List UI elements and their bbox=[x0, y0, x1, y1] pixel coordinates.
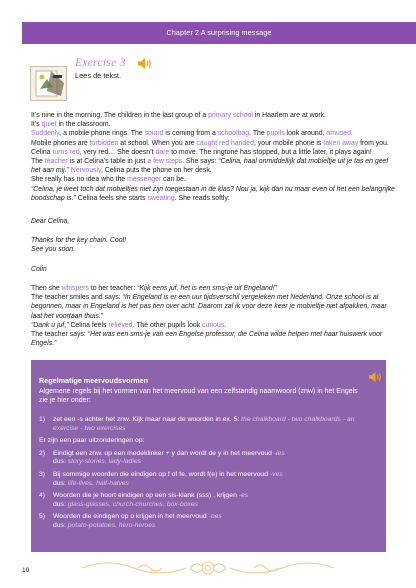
grammar-intro: Algemene regels bij het vormen van het meervoud van een zelfstandig naamwoord (znw) in het Engels zie je hier onder: bbox=[39, 388, 358, 404]
dus-label: dus: bbox=[53, 500, 68, 508]
rule-number: 5) bbox=[39, 513, 46, 521]
rule-text: Bij sommige woorden die eindigen op f of fe, wordt f(e) in het meervoud bbox=[53, 470, 270, 478]
dus-examples: glass-glasses, church-churches, box-boxes bbox=[67, 500, 199, 508]
text-run: , a mobile phone rings. The bbox=[59, 130, 145, 138]
rule-text: Eindigt een znw. op een medeklinker + y dan wordt de y in het meervoud bbox=[53, 449, 274, 457]
text-run: Then she bbox=[31, 285, 62, 292]
vocab-word: Suddenly bbox=[31, 130, 60, 138]
chapter-title: Chapter 2 A surprising message bbox=[166, 28, 272, 37]
text-run: Celina feels bbox=[68, 321, 109, 329]
story-paragraph bbox=[31, 129, 399, 138]
text-run: is at Celina’s table in just bbox=[67, 158, 148, 166]
vocab-word: dare bbox=[155, 148, 170, 156]
dus-label: dus: bbox=[53, 521, 68, 529]
letter-signature bbox=[31, 265, 399, 274]
rule-number: 4) bbox=[39, 492, 46, 500]
vocab-word: curious bbox=[202, 321, 225, 329]
vocab-word: sweating bbox=[147, 194, 175, 202]
letter-line: Colin bbox=[31, 266, 47, 273]
story-paragraph bbox=[31, 120, 399, 129]
dus-examples: potato-potatoes, hero-heroes bbox=[67, 521, 156, 529]
text-run: in the classroom. bbox=[56, 121, 111, 129]
page-number: 10 bbox=[22, 567, 30, 574]
text-run: in Haarlem are at work. bbox=[252, 112, 327, 119]
text-run: is coming from a bbox=[163, 130, 218, 138]
vocab-word: primary school bbox=[208, 112, 253, 119]
vocab-word: sound bbox=[144, 130, 164, 138]
text-run: It’s bbox=[31, 121, 42, 129]
rule-example: -oes bbox=[208, 513, 222, 521]
vocab-word: forbidden bbox=[89, 139, 119, 147]
rule-text: Er zijn een paar uitzonderingen op: bbox=[39, 437, 145, 445]
story-paragraph bbox=[31, 185, 399, 203]
rule-number: 1) bbox=[39, 416, 46, 423]
vocab-word: quiet bbox=[41, 121, 57, 129]
vocab-word: Nervously bbox=[70, 167, 101, 175]
vocab-word: turns red bbox=[52, 148, 80, 156]
text-run: look around, bbox=[284, 130, 327, 138]
grammar-rule bbox=[39, 513, 377, 530]
exercise-instruction: Lees de tekst. bbox=[75, 71, 122, 80]
text-run: The teacher smiles and says: bbox=[31, 294, 123, 302]
dus-examples: story-stories, lady-ladies bbox=[67, 458, 142, 466]
letter-line: Thanks for the key chain. Cool! bbox=[31, 237, 126, 244]
text-run: . bbox=[224, 321, 227, 329]
text-run: Mobile phones are bbox=[31, 139, 90, 147]
vocab-word: pupils bbox=[266, 130, 285, 138]
text-run: Celina feels she starts bbox=[75, 194, 148, 202]
vocab-word: relieved bbox=[108, 321, 133, 329]
rule-number: 2) bbox=[39, 449, 46, 457]
vocab-word: caught red handed bbox=[196, 139, 254, 147]
text-run: It’s nine in the morning. The children in the last group of a bbox=[31, 112, 209, 119]
text-run: “Celina, haal onmiddellijk dat mobieltje uit je tas en geef het aan mij.” bbox=[31, 158, 389, 175]
exercise-title: Exercise 3 bbox=[75, 57, 126, 69]
story-paragraph bbox=[31, 111, 399, 120]
story-paragraph bbox=[31, 148, 399, 157]
text-run: “Het was een sms-je van een Engelse professor, die Celina wilde helpen met haar huiswerk voor Engels.” bbox=[31, 331, 383, 348]
rule-number: 3) bbox=[39, 470, 46, 478]
story-paragraph bbox=[31, 293, 399, 321]
footer-ornament bbox=[78, 558, 338, 578]
chapter-header bbox=[22, 22, 416, 44]
rule-text: Woorden die eindigen op o krijgen in het meervoud bbox=[53, 513, 209, 521]
vocab-word: messenger bbox=[127, 176, 162, 184]
grammar-rule bbox=[39, 492, 377, 509]
vocab-word: a few steps bbox=[147, 158, 183, 166]
text-run: can be. bbox=[161, 176, 186, 184]
story-paragraph bbox=[31, 330, 399, 348]
speaker-icon[interactable] bbox=[137, 56, 152, 71]
letter-body bbox=[31, 236, 399, 254]
grammar-rule-list bbox=[39, 416, 377, 535]
dus-examples: life-lives, half-halves bbox=[67, 479, 129, 487]
text-run: , your mobile phone is bbox=[253, 139, 324, 147]
grammar-title: Regelmatige meervoudsvormen bbox=[39, 376, 149, 385]
story-paragraph bbox=[31, 321, 399, 330]
story-paragraph bbox=[31, 284, 399, 293]
text-run: , very red… She doesn’t bbox=[79, 148, 156, 156]
text-run: to her teacher: bbox=[88, 285, 138, 292]
text-run: . The other pupils look bbox=[132, 321, 203, 329]
grammar-rule bbox=[39, 416, 377, 433]
text-run: “Dank u juf,” bbox=[31, 321, 69, 329]
speaker-icon[interactable] bbox=[368, 370, 382, 384]
text-run: Celina bbox=[31, 148, 53, 156]
grammar-rule bbox=[39, 471, 377, 488]
text-run: The teacher says: bbox=[31, 331, 88, 339]
vocab-word: whispers bbox=[61, 285, 89, 292]
grammar-rule bbox=[39, 450, 377, 467]
text-run: “Celina, je weet toch dat mobieltjes niet zijn toegestaan in de klas? Nou ja, kijk dan nu maar even of het een belangrijke boodschap is.” bbox=[31, 185, 395, 202]
dus-label: dus: bbox=[53, 458, 68, 466]
story-text-continued bbox=[31, 284, 399, 348]
text-run: . The bbox=[249, 130, 267, 138]
rule-example: -ves bbox=[269, 470, 283, 478]
rule-example: -es bbox=[238, 492, 249, 500]
dus-label: dus: bbox=[53, 479, 68, 487]
text-run: to move. The ringtone has stopped, but a little later, it plays again! bbox=[169, 148, 372, 156]
story-paragraph bbox=[31, 157, 399, 175]
story-paragraph bbox=[31, 139, 399, 148]
text-run: . bbox=[350, 130, 353, 138]
text-run: She really has no idea who the bbox=[31, 176, 128, 184]
text-run: The bbox=[31, 158, 45, 166]
rule-example: the chalkboard - two chalkboards - an exercise - two exercises bbox=[53, 416, 355, 432]
text-run: . She says: bbox=[182, 158, 219, 166]
text-run: “Kijk eens juf, het is een sms-je uit Engeland!” bbox=[137, 285, 277, 292]
text-run: “In Engeland is er een uur tijdsverschil vergeleken met Nederland. Onze school is al begonnen, maar in Engeland is het pas tien over acht. Daarom zal ik voor deze keer je mobieltje niet afpakken, maar laat het voortaan thuis.” bbox=[31, 294, 387, 320]
story-paragraph bbox=[31, 175, 399, 184]
vocab-word: taken away bbox=[323, 139, 359, 147]
grammar-box bbox=[31, 360, 386, 552]
vocab-word: amused bbox=[326, 130, 351, 138]
letter-line: Dear Celina, bbox=[31, 218, 70, 225]
letter-greeting bbox=[31, 217, 399, 226]
exercise-illustration bbox=[30, 66, 67, 101]
grammar-rule bbox=[39, 437, 377, 446]
rule-text: Woorden die je hoort eindigen op een sis-klank (sss) , krijgen bbox=[53, 492, 239, 500]
vocab-word: teacher bbox=[44, 158, 68, 166]
letter-line: See you soon. bbox=[31, 246, 76, 254]
vocab-word: schoolbag bbox=[217, 130, 250, 138]
rule-example: -ies bbox=[273, 449, 285, 457]
text-run: . She reads softly: bbox=[174, 194, 230, 202]
text-run: at school. When you are bbox=[118, 139, 197, 147]
text-run: , Celina puts the phone on her desk. bbox=[100, 167, 212, 175]
story-text bbox=[31, 111, 399, 203]
rule-text: zet een -s achter het znw. Kijk maar naar de woorden in ex. 5: bbox=[53, 416, 242, 423]
text-run: from you. bbox=[358, 139, 389, 147]
